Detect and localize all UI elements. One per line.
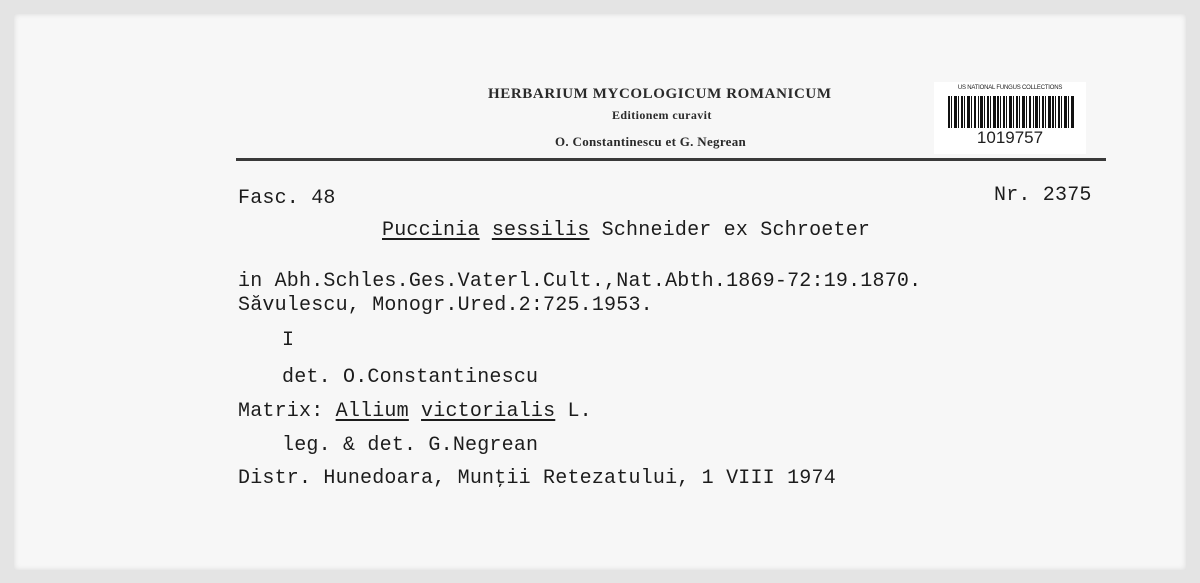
reference-line-1: in Abh.Schles.Ges.Vaterl.Cult.,Nat.Abth.1869-72:19.1870. (238, 270, 922, 293)
barcode-label (934, 82, 1086, 154)
locality-line: Distr. Hunedoara, Munţii Retezatului, 1 VIII 1974 (238, 467, 836, 490)
herbarium-title: HERBARIUM MYCOLOGICUM ROMANICUM (488, 86, 832, 102)
spore-stage: I (282, 329, 295, 352)
taxon-authority: Schneider ex Schroeter (601, 219, 871, 242)
herbarium-subtitle: Editionem curavit (612, 108, 712, 122)
host-authority: L. (567, 400, 592, 423)
fascicle-number: Fasc. 48 (238, 187, 336, 210)
taxon-genus: Puccinia (382, 219, 480, 242)
herbarium-editors: O. Constantinescu et G. Negrean (555, 134, 747, 149)
barcode-caption: US NATIONAL FUNGUS COLLECTIONS (957, 85, 1063, 91)
reference-line-2: Săvulescu, Monogr.Ured.2:725.1953. (238, 294, 653, 317)
barcode-number: 1019757 (976, 128, 1044, 147)
matrix-label: Matrix: (238, 400, 324, 423)
header-rule (236, 158, 1106, 161)
collector-line: leg. & det. G.Negrean (282, 434, 539, 457)
host-species: victorialis (421, 400, 556, 423)
barcode-icon (948, 96, 1074, 128)
matrix-line (238, 400, 592, 423)
specimen-number: Nr. 2375 (994, 184, 1092, 207)
taxon-species: sessilis (491, 219, 590, 242)
host-genus: Allium (335, 400, 409, 423)
taxon-name (382, 219, 870, 242)
determiner-line: det. O.Constantinescu (282, 366, 539, 389)
